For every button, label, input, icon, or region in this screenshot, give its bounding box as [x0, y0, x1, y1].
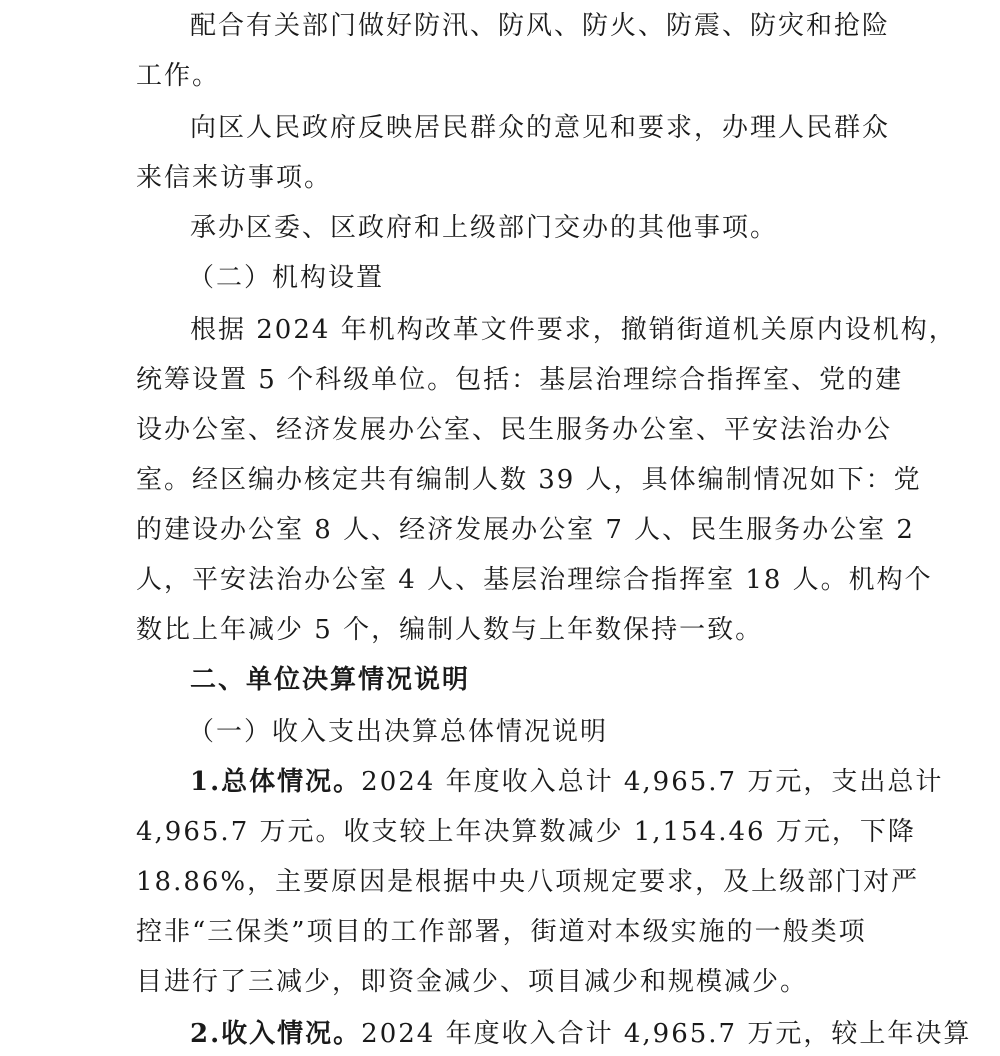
paragraph-line: 工作。 [136, 61, 221, 91]
paragraph-line: 根据 2024 年机构改革文件要求，撤销街道机关原内设机构， [190, 315, 957, 345]
paragraph-line [190, 1014, 972, 1054]
paragraph-line: 数比上年减少 5 个，编制人数与上年数保持一致。 [136, 615, 764, 645]
paragraph-line: 目进行了三减少，即资金减少、项目减少和规模减少。 [136, 967, 809, 997]
section-subheading: （一）收入支出决算总体情况说明 [188, 717, 609, 747]
paragraph-line: 配合有关部门做好防汛、防风、防火、防震、防灾和抢险 [190, 11, 891, 41]
paragraph-line: 人，平安法治办公室 4 人、基层治理综合指挥室 18 人。机构个 [136, 565, 933, 595]
overall-situation-lead: 1.总体情况。 [190, 767, 362, 797]
income-situation-text: 2024 年度收入合计 4,965.7 万元，较上年决算 [361, 1019, 972, 1049]
paragraph-line: 向区人民政府反映居民群众的意见和要求，办理人民群众 [190, 113, 891, 143]
paragraph-line: 设办公室、经济发展办公室、民生服务办公室、平安法治办公 [136, 415, 893, 445]
overall-situation-text: 2024 年度收入总计 4,965.7 万元，支出总计 [361, 767, 944, 797]
section-heading: 二、单位决算情况说明 [190, 665, 471, 695]
paragraph-line: 的建设办公室 8 人、经济发展办公室 7 人、民生服务办公室 2 [136, 515, 915, 545]
paragraph-line: 来信来访事项。 [136, 163, 333, 193]
paragraph-line: 室。经区编办核定共有编制人数 39 人，具体编制情况如下：党 [136, 465, 922, 495]
section-subheading: （二）机构设置 [188, 263, 385, 293]
paragraph-line [190, 762, 944, 802]
paragraph-line: 控非“三保类”项目的工作部署，街道对本级实施的一般类项 [136, 917, 867, 947]
paragraph-line: 统筹设置 5 个科级单位。包括：基层治理综合指挥室、党的建 [136, 365, 904, 395]
paragraph-line: 4,965.7 万元。收支较上年决算数减少 1,154.46 万元，下降 [136, 817, 916, 847]
paragraph-line: 18.86%，主要原因是根据中央八项规定要求，及上级部门对严 [136, 867, 920, 897]
income-situation-lead: 2.收入情况。 [190, 1019, 362, 1049]
paragraph-line: 承办区委、区政府和上级部门交办的其他事项。 [190, 213, 779, 243]
